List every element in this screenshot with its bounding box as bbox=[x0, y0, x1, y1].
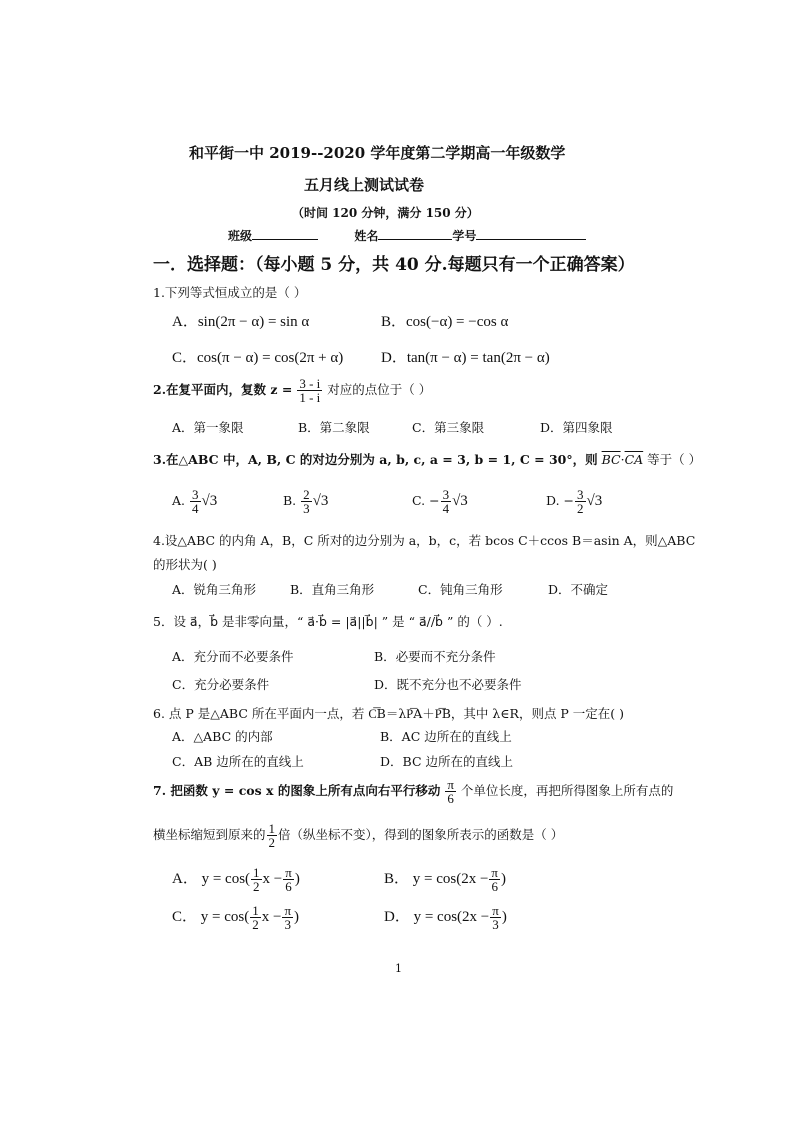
fraction-denominator: 2 bbox=[253, 879, 260, 894]
question-1-option-d[interactable]: D．tan(π − α) = tan(2π − α) bbox=[381, 350, 550, 366]
pi-fraction bbox=[490, 904, 501, 931]
exam-title-line1: 和平街一中 2019--2020 学年度第二学期高一年级数学 bbox=[189, 144, 566, 162]
fraction-denominator: 2 bbox=[268, 835, 276, 850]
option-prefix: A． y = cos( bbox=[172, 870, 251, 887]
sqrt-3: √3 bbox=[586, 493, 603, 509]
option-d-fraction bbox=[575, 488, 586, 515]
question-3-end: 等于（ ） bbox=[647, 452, 702, 467]
option-label: A. bbox=[172, 493, 186, 508]
name-field[interactable] bbox=[378, 227, 452, 240]
vector-ca: $\overline{CA}$ bbox=[624, 452, 644, 467]
question-7-text-c: 横坐标缩短到原来的 bbox=[153, 827, 266, 842]
fraction-denominator: 3 bbox=[303, 501, 310, 516]
option-middle: x − bbox=[262, 870, 283, 887]
question-2-option-c[interactable]: C．第三象限 bbox=[412, 420, 485, 435]
question-3-option-a[interactable] bbox=[172, 488, 217, 515]
question-4-line1: 4.设△ABC 的内角 A，B，C 所对的边分别为 a，b，c，若 bcos C＋ccos B＝asin A，则△ABC bbox=[153, 533, 696, 548]
question-7-option-c[interactable] bbox=[172, 904, 299, 931]
option-end: ) bbox=[294, 908, 300, 925]
option-end: ) bbox=[501, 908, 507, 925]
fraction-numerator: 3 bbox=[192, 487, 199, 502]
question-6-stem: 6. 点 P 是△ABC 所在平面内一点，若 C͞B＝λP͞A＋P͞B，其中 λ∈R，则点 P 一定在( ) bbox=[153, 706, 625, 721]
sqrt-3: √3 bbox=[312, 493, 329, 509]
question-6-option-a[interactable]: A．△ABC 的内部 bbox=[172, 729, 273, 744]
question-7-text-a: 7. 把函数 y = cos x 的图象上所有点向右平行移动 bbox=[153, 783, 441, 798]
question-1-option-c[interactable]: C．cos(π − α) = cos(2π + α) bbox=[172, 350, 344, 366]
question-7-option-d[interactable] bbox=[384, 904, 507, 931]
sqrt-3: √3 bbox=[201, 493, 218, 509]
minus-sign: − bbox=[429, 493, 440, 508]
option-a-fraction bbox=[190, 488, 201, 515]
pi-over-6-fraction bbox=[445, 778, 456, 805]
question-3-option-b[interactable] bbox=[283, 488, 328, 515]
fraction-numerator: π bbox=[284, 903, 292, 918]
fraction-numerator: 3 bbox=[442, 487, 450, 502]
question-4-option-c[interactable]: C．钝角三角形 bbox=[418, 582, 503, 597]
fraction-numerator: 1 bbox=[252, 903, 259, 918]
fraction-denominator: 4 bbox=[192, 501, 199, 516]
question-5-option-b[interactable]: B．必要而不充分条件 bbox=[374, 649, 496, 664]
question-2-option-d[interactable]: D．第四象限 bbox=[540, 420, 613, 435]
option-label: C. bbox=[412, 493, 426, 508]
question-6-option-c[interactable]: C．AB 边所在的直线上 bbox=[172, 754, 304, 769]
fraction-numerator: π bbox=[491, 865, 498, 880]
question-6-option-d[interactable]: D．BC 边所在的直线上 bbox=[380, 754, 513, 769]
pi-fraction bbox=[282, 904, 293, 931]
question-6-option-b[interactable]: B．AC 边所在的直线上 bbox=[380, 729, 512, 744]
name-label: 姓名 bbox=[354, 229, 379, 243]
question-1-option-a[interactable]: A．sin(2π − α) = sin α bbox=[172, 314, 310, 330]
exam-time-note: （时间 120 分钟，满分 150 分） bbox=[292, 206, 479, 220]
question-3-stem bbox=[153, 450, 701, 468]
question-1-option-b[interactable]: B．cos(−α) = −cos α bbox=[381, 314, 509, 330]
dot-operator: · bbox=[620, 452, 625, 467]
question-2-option-b[interactable]: B．第二象限 bbox=[298, 420, 370, 435]
option-prefix: B． y = cos(2x − bbox=[384, 870, 489, 887]
vector-bc: $\overline{BC}$ bbox=[601, 452, 621, 467]
question-5-option-c[interactable]: C．充分必要条件 bbox=[172, 677, 270, 692]
fraction-numerator: 1 bbox=[253, 865, 260, 880]
fraction-denominator: 2 bbox=[252, 917, 259, 932]
pi-fraction bbox=[489, 866, 500, 893]
question-4-option-a[interactable]: A．锐角三角形 bbox=[172, 582, 257, 597]
fraction-numerator: π bbox=[447, 777, 454, 792]
question-2-suffix: 对应的点位于（ ） bbox=[327, 382, 432, 397]
fraction-denominator: 1 - i bbox=[299, 390, 321, 405]
one-half-fraction bbox=[250, 904, 261, 931]
class-field[interactable] bbox=[252, 227, 318, 240]
option-prefix: C． y = cos( bbox=[172, 908, 250, 925]
question-7-line1 bbox=[153, 778, 673, 805]
fraction-denominator: 6 bbox=[285, 879, 292, 894]
question-3-option-c[interactable] bbox=[412, 488, 468, 515]
option-label: D. bbox=[546, 493, 560, 508]
option-middle: x − bbox=[261, 908, 282, 925]
option-c-fraction bbox=[441, 488, 452, 515]
fraction-numerator: 3 bbox=[577, 487, 584, 502]
fraction-denominator: 2 bbox=[577, 501, 584, 516]
option-end: ) bbox=[501, 870, 506, 887]
fraction-numerator: π bbox=[492, 903, 499, 918]
question-2-prefix: 2.在复平面内，复数 z = bbox=[153, 382, 293, 397]
question-3-option-d[interactable] bbox=[546, 488, 602, 515]
fraction-denominator: 3 bbox=[284, 917, 291, 932]
one-half-fraction bbox=[251, 866, 262, 893]
question-5-stem: 5．设 a⃗，b⃗ 是非零向量，“ a⃗·b⃗ = |a⃗||b⃗| ” 是 “ a⃗//b⃗ ” 的（ ）. bbox=[153, 614, 503, 629]
fraction-denominator: 6 bbox=[491, 879, 498, 894]
fraction-numerator: 1 bbox=[268, 821, 276, 836]
fraction-numerator: π bbox=[285, 865, 292, 880]
fraction-numerator: 3 - i bbox=[299, 376, 321, 391]
fraction-denominator: 3 bbox=[492, 917, 499, 932]
question-7-text-b: 个单位长度，再把所得图象上所有点的 bbox=[460, 783, 674, 798]
question-7-line2 bbox=[153, 822, 563, 849]
question-1-stem: 1.下列等式恒成立的是（ ） bbox=[153, 285, 307, 300]
question-5-option-a[interactable]: A．充分而不必要条件 bbox=[172, 649, 294, 664]
pi-fraction bbox=[283, 866, 294, 893]
student-info-row bbox=[228, 227, 586, 244]
question-7-option-a[interactable] bbox=[172, 866, 300, 893]
fraction-denominator: 4 bbox=[442, 501, 450, 516]
id-label: 学号 bbox=[452, 229, 477, 243]
sqrt-3: √3 bbox=[452, 493, 468, 509]
option-label: B. bbox=[283, 493, 297, 508]
question-7-text-d: 倍（纵坐标不变），得到的图象所表示的函数是（ ） bbox=[278, 827, 564, 842]
fraction-numerator: 2 bbox=[303, 487, 310, 502]
page-number: 1 bbox=[395, 962, 402, 975]
question-3-text: 3.在△ABC 中，A, B, C 的对边分别为 a, b, c, a = 3, b = 1, C = 30°，则 bbox=[153, 452, 598, 467]
id-field[interactable] bbox=[476, 227, 586, 240]
question-2-option-a[interactable]: A．第一象限 bbox=[172, 420, 244, 435]
question-5-option-d[interactable]: D．既不充分也不必要条件 bbox=[374, 677, 522, 692]
option-prefix: D． y = cos(2x − bbox=[384, 908, 490, 925]
section-title: 一．选择题：（每小题 5 分，共 40 分.每题只有一个正确答案） bbox=[153, 255, 635, 275]
option-end: ) bbox=[294, 870, 300, 887]
question-2-stem bbox=[153, 377, 431, 404]
question-2-fraction bbox=[297, 377, 322, 404]
question-7-option-b[interactable] bbox=[384, 866, 506, 893]
question-4-line2: 的形状为( ) bbox=[153, 557, 217, 572]
one-half-fraction bbox=[267, 822, 278, 849]
option-b-fraction bbox=[301, 488, 312, 515]
minus-sign: − bbox=[563, 493, 575, 508]
class-label: 班级 bbox=[228, 229, 253, 243]
question-4-option-b[interactable]: B．直角三角形 bbox=[290, 582, 375, 597]
question-4-option-d[interactable]: D．不确定 bbox=[548, 582, 609, 597]
exam-title-line2: 五月线上测试试卷 bbox=[304, 176, 425, 194]
fraction-denominator: 6 bbox=[447, 791, 454, 806]
